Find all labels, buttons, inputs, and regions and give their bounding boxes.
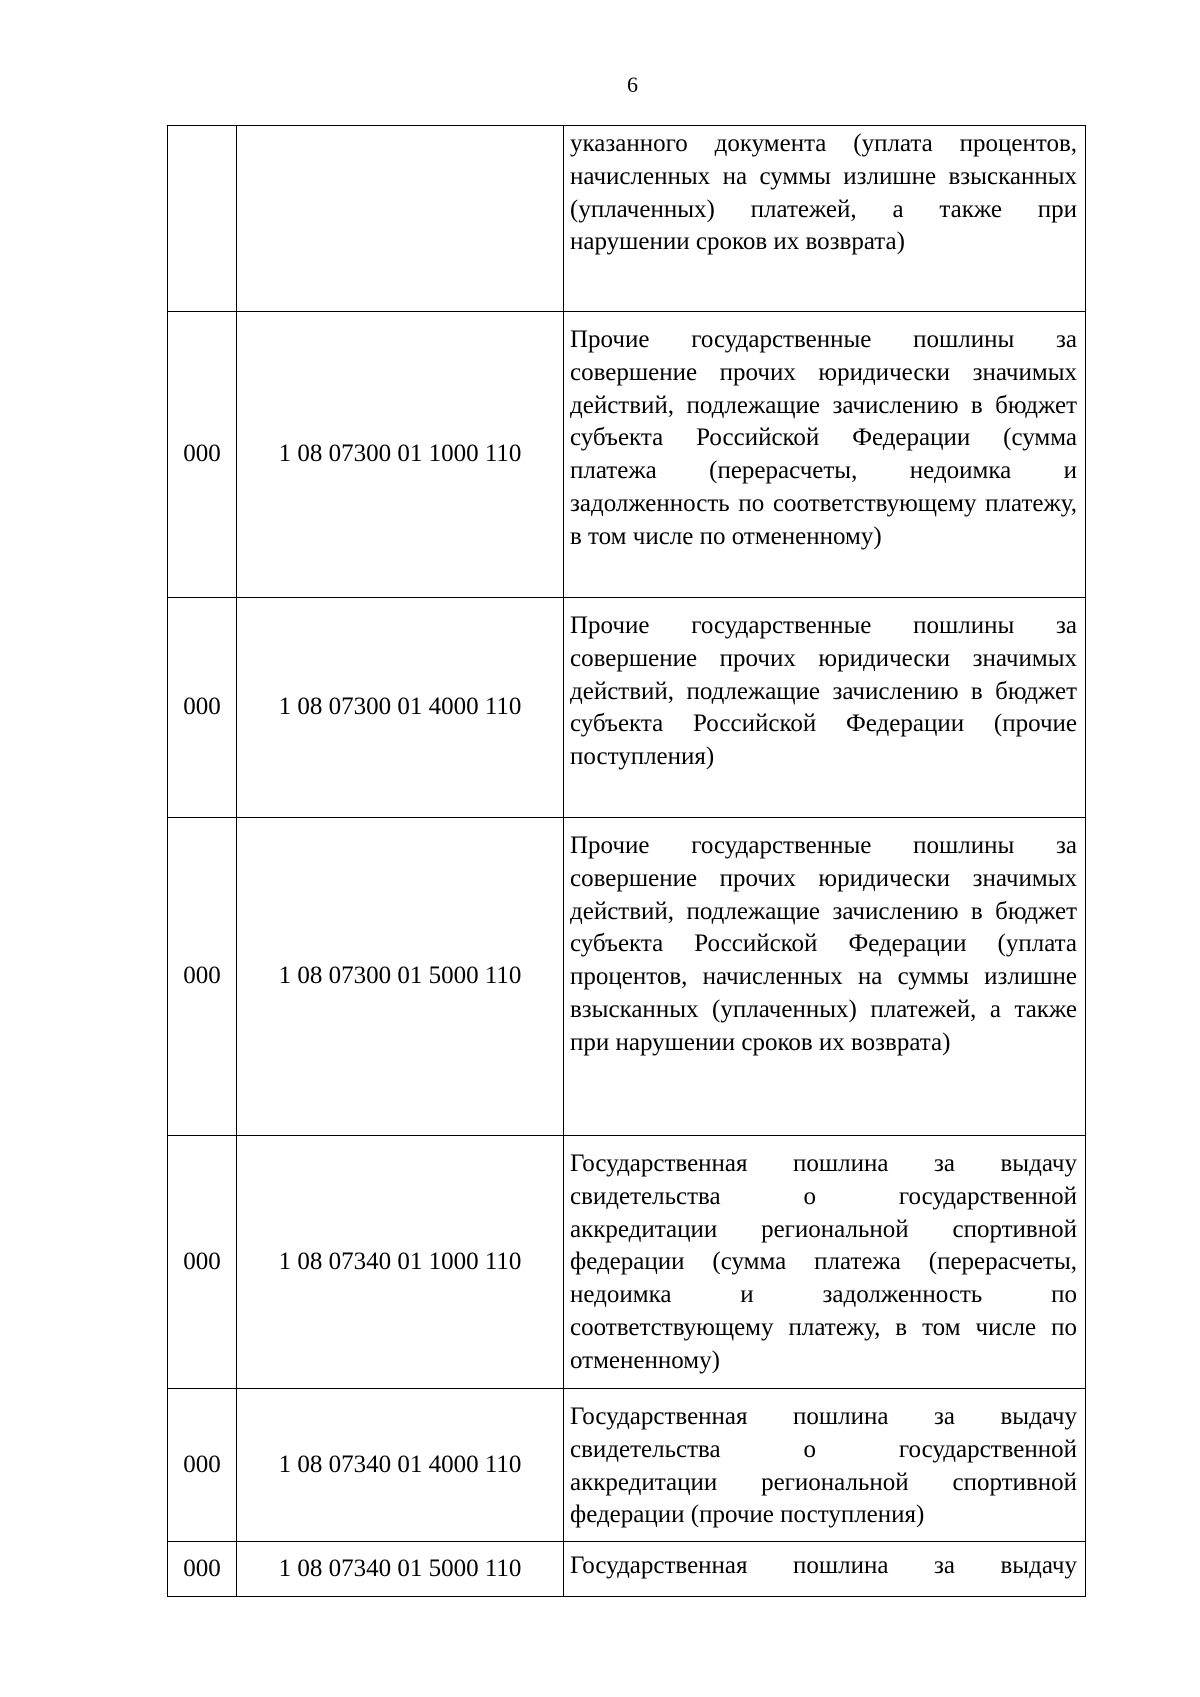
- description-cell: Прочие государственные пошлины за совершение прочих юридически значимых действий, подлежащие зачислению в бюджет субъекта Российской Федерации (уплата процентов, начисленных на суммы излишне взысканных (уплаченных) платежей, а также при нарушении сроков их возврата): [564, 818, 1086, 1136]
- budget-code-cell: 1 08 07340 01 1000 110: [237, 1136, 564, 1389]
- table-row: [168, 1542, 1086, 1597]
- table-row: [168, 1136, 1086, 1389]
- table-row: [168, 126, 1086, 312]
- admin-code-cell: 000: [168, 1542, 237, 1597]
- budget-code-cell: 1 08 07300 01 1000 110: [237, 312, 564, 598]
- description-cell: Прочие государственные пошлины за совершение прочих юридически значимых действий, подлежащие зачислению в бюджет субъекта Российской Федерации (прочие поступления): [564, 598, 1086, 818]
- budget-code-cell: 1 08 07340 01 5000 110: [237, 1542, 564, 1597]
- page-number: 6: [627, 72, 638, 97]
- description-cell: Прочие государственные пошлины за совершение прочих юридически значимых действий, подлежащие зачислению в бюджет субъекта Российской Федерации (сумма платежа (перерасчеты, недоимка и задолженность по соответствующему платежу, в том числе по отмененному): [564, 312, 1086, 598]
- admin-code-cell: 000: [168, 312, 237, 598]
- admin-code-cell: 000: [168, 1136, 237, 1389]
- description-cell: Государственная пошлина за выдачу: [564, 1542, 1086, 1597]
- admin-code-cell: [168, 126, 237, 312]
- budget-code-cell: 1 08 07340 01 4000 110: [237, 1389, 564, 1542]
- admin-code-cell: 000: [168, 598, 237, 818]
- description-cell: Государственная пошлина за выдачу свидетельства о государственной аккредитации региональной спортивной федерации (прочие поступления): [564, 1389, 1086, 1542]
- budget-code-cell: [237, 126, 564, 312]
- budget-code-cell: 1 08 07300 01 4000 110: [237, 598, 564, 818]
- budget-codes-table: [167, 125, 1086, 1597]
- admin-code-cell: 000: [168, 818, 237, 1136]
- description-cell: Государственная пошлина за выдачу свидетельства о государственной аккредитации региональной спортивной федерации (сумма платежа (перерасчеты, недоимка и задолженность по соответствующему платежу, в том числе по отмененному): [564, 1136, 1086, 1389]
- budget-code-cell: 1 08 07300 01 5000 110: [237, 818, 564, 1136]
- table-row: [168, 598, 1086, 818]
- table-row: [168, 312, 1086, 598]
- admin-code-cell: 000: [168, 1389, 237, 1542]
- description-cell: указанного документа (уплата процентов, начисленных на суммы излишне взысканных (уплаченных) платежей, а также при нарушении сроков их возврата): [564, 126, 1086, 312]
- table-row: [168, 818, 1086, 1136]
- table-row: [168, 1389, 1086, 1542]
